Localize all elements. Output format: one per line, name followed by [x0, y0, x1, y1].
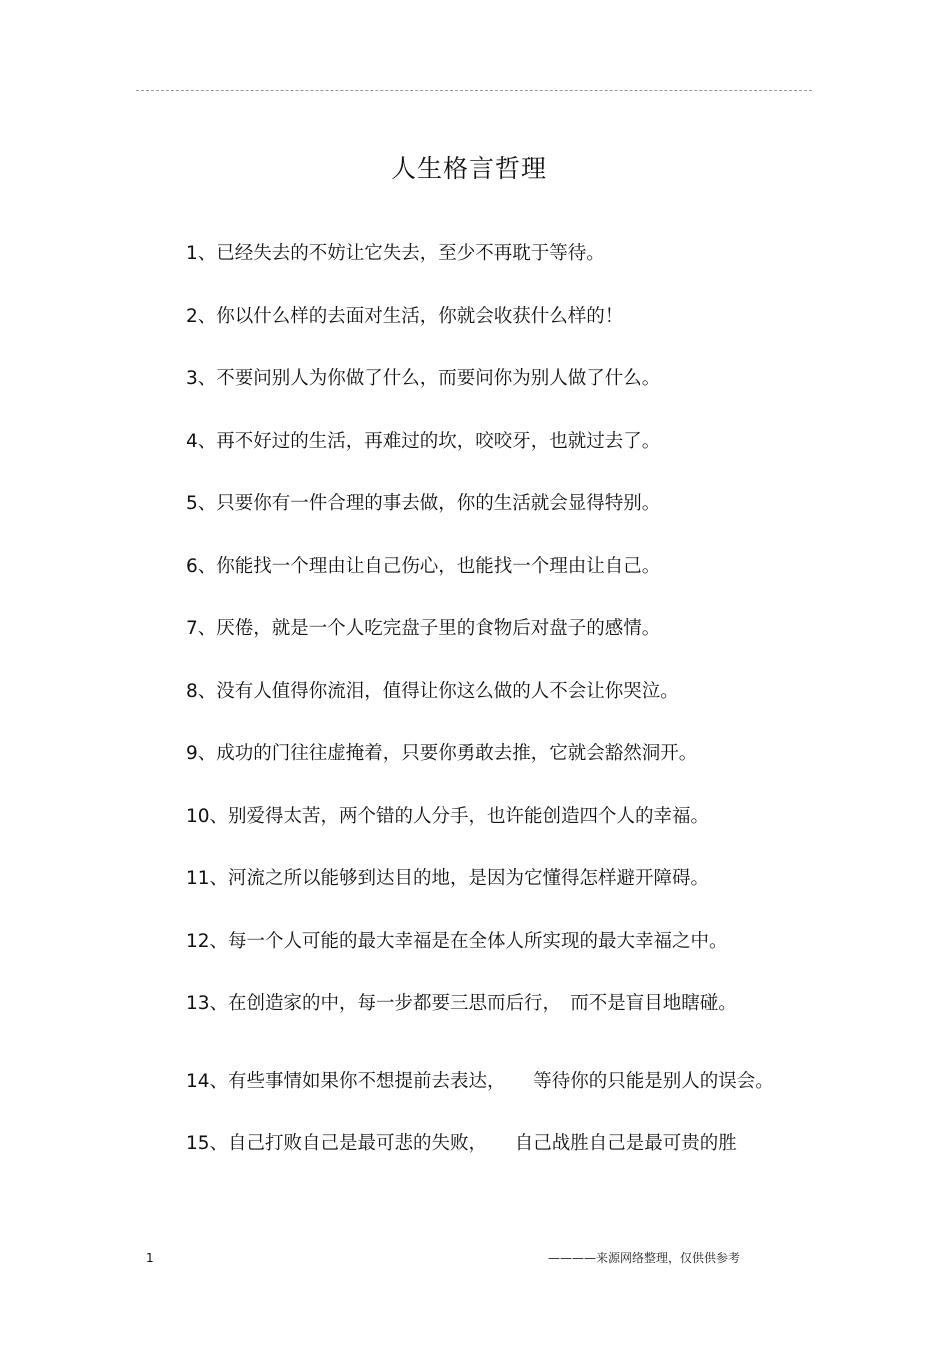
quote-item: 13、在创造家的中，每一步都要三思而后行， 而不是盲目地瞎碰。 — [186, 993, 737, 1014]
page-title: 人生格言哲理 — [390, 154, 547, 183]
quote-item: 12、每一个人可能的最大幸福是在全体人所实现的最大幸福之中。 — [186, 930, 728, 952]
page-number: 1 — [146, 1251, 154, 1265]
quote-item: 11、河流之所以能够到达目的地，是因为它懂得怎样避开障碍。 — [186, 868, 710, 889]
quote-item: 4、再不好过的生活，再难过的坎，咬咬牙，也就过去了。 — [186, 430, 661, 452]
quote-item: 15、自己打败自己是最可悲的失败， 自己战胜自己是最可贵的胜 — [186, 1133, 737, 1154]
quote-item: 8、没有人值得你流泪，值得让你这么做的人不会让你哭泣。 — [186, 680, 679, 702]
quote-item: 1、已经失去的不妨让它失去，至少不再耽于等待。 — [186, 243, 605, 264]
quote-item: 7、厌倦，就是一个人吃完盘子里的食物后对盘子的感情。 — [186, 618, 661, 639]
source-note: ————来源网络整理，仅供供参考 — [548, 1251, 741, 1265]
quote-item: 10、别爱得太苦，两个错的人分手，也许能创造四个人的幸福。 — [186, 805, 710, 827]
quote-item: 6、你能找一个理由让自己伤心，也能找一个理由让自己。 — [186, 555, 661, 577]
quote-item: 14、有些事情如果你不想提前去表达， 等待你的只能是别人的误会。 — [186, 1070, 774, 1092]
quote-item: 3、不要问别人为你做了什么，而要问你为别人做了什么。 — [186, 368, 661, 389]
quote-item: 5、只要你有一件合理的事去做，你的生活就会显得特别。 — [186, 493, 661, 514]
quote-item: 2、你以什么样的去面对生活，你就会收获什么样的！ — [186, 305, 624, 327]
quote-item: 9、成功的门往往虚掩着，只要你勇敢去推，它就会豁然洞开。 — [186, 743, 698, 764]
quote-list — [142, 238, 796, 1191]
header-divider — [136, 90, 812, 91]
